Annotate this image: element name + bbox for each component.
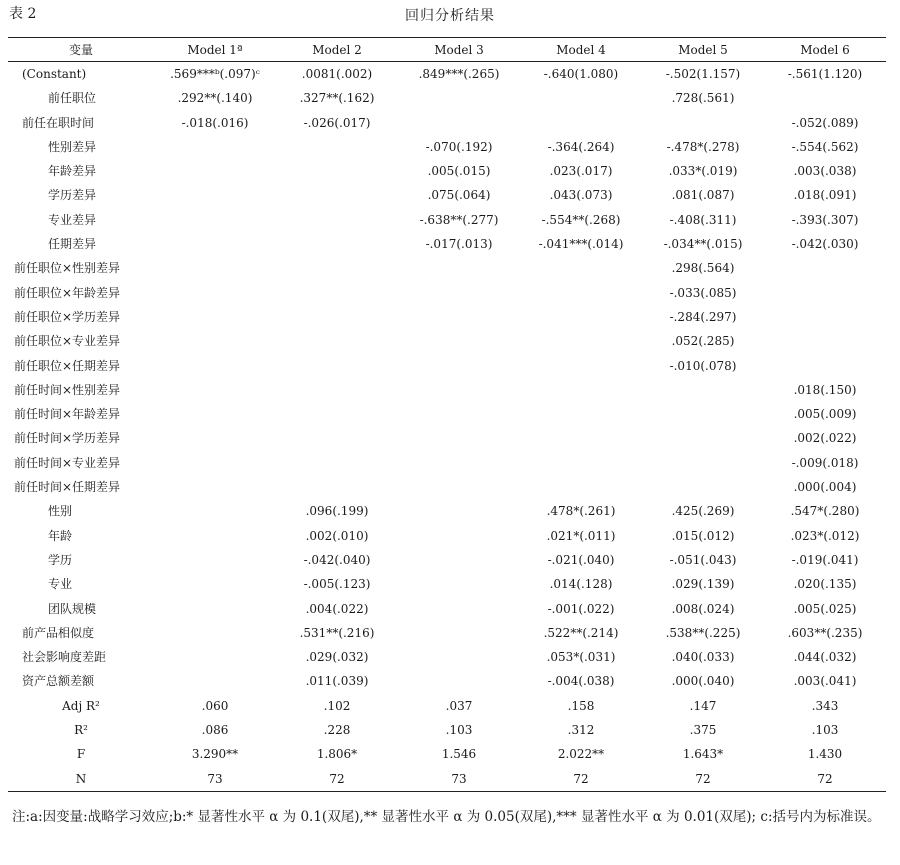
cell-model-2 xyxy=(276,281,398,305)
table-row xyxy=(8,767,886,792)
cell-model-3: .037 xyxy=(445,698,473,713)
cell-model-4 xyxy=(520,475,642,499)
cell-model-5: 72 xyxy=(695,771,711,786)
table-row xyxy=(8,256,886,280)
cell-model-2 xyxy=(276,159,398,183)
row-variable: R² xyxy=(74,723,88,738)
header-model-2: Model 2 xyxy=(312,42,362,57)
cell-model-5: .052(.285) xyxy=(671,334,735,349)
cell-model-4: -.364(.264) xyxy=(547,139,615,154)
cell-model-1 xyxy=(154,183,276,207)
row-variable: 团队规模 xyxy=(48,601,97,616)
cell-model-4: -.554**(.268) xyxy=(541,212,621,227)
cell-model-3 xyxy=(398,621,520,645)
row-variable: Adj R² xyxy=(62,698,100,713)
cell-model-6 xyxy=(764,329,886,353)
cell-model-6: .005(.009) xyxy=(793,407,857,422)
table-row xyxy=(8,694,886,718)
cell-model-6: .044(.032) xyxy=(793,650,857,665)
table-note: 注:a:因变量:战略学习效应;b:* 显著性水平 α 为 0.1(双尾),** 显著性水平 α 为 0.05(双尾),*** 显著性水平 α 为 0.01(双尾); c:括号内为标准误。 xyxy=(12,809,881,825)
header-model-5: Model 5 xyxy=(678,42,728,57)
cell-model-3 xyxy=(398,402,520,426)
cell-model-6: .005(.025) xyxy=(793,601,857,616)
cell-model-6: -.042(.030) xyxy=(791,237,859,252)
row-variable: 前任职位×性别差异 xyxy=(14,261,121,276)
cell-model-4: .014(.128) xyxy=(549,577,613,592)
row-variable: 前任时间×性别差异 xyxy=(14,382,121,397)
cell-model-4: .158 xyxy=(567,698,595,713)
cell-model-2: .228 xyxy=(323,723,351,738)
cell-model-5: -.010(.078) xyxy=(669,358,737,373)
cell-model-2: 72 xyxy=(329,771,345,786)
cell-model-3 xyxy=(398,281,520,305)
table-row xyxy=(8,62,886,87)
cell-model-3 xyxy=(398,475,520,499)
cell-model-2 xyxy=(276,135,398,159)
cell-model-1 xyxy=(154,354,276,378)
cell-model-4: .021*(.011) xyxy=(546,528,616,543)
cell-model-1 xyxy=(154,402,276,426)
table-row xyxy=(8,548,886,572)
cell-model-2: -.026(.017) xyxy=(303,115,371,130)
cell-model-2 xyxy=(276,354,398,378)
row-variable: 年龄 xyxy=(48,528,73,543)
row-variable: 前产品相似度 xyxy=(22,625,95,640)
row-variable: 性别差异 xyxy=(48,139,97,154)
row-variable: (Constant) xyxy=(22,67,87,81)
cell-model-4: 2.022** xyxy=(557,747,605,762)
cell-model-3 xyxy=(398,499,520,523)
cell-model-2 xyxy=(276,451,398,475)
row-variable: 学历 xyxy=(48,552,73,567)
cell-model-4: .053*(.031) xyxy=(546,650,616,665)
cell-model-1 xyxy=(154,281,276,305)
cell-model-3: -.638**(.277) xyxy=(419,212,499,227)
cell-model-6: .003(.038) xyxy=(793,164,857,179)
cell-model-4 xyxy=(520,111,642,135)
cell-model-2: 1.806* xyxy=(316,747,358,762)
cell-model-6 xyxy=(764,354,886,378)
cell-model-6: .018(.091) xyxy=(793,188,857,203)
cell-model-4 xyxy=(520,256,642,280)
cell-model-1: 73 xyxy=(207,771,223,786)
cell-model-4: .478*(.261) xyxy=(546,504,616,519)
cell-model-4 xyxy=(520,329,642,353)
cell-model-6: -.554(.562) xyxy=(791,139,859,154)
cell-model-5: -.502(1.157) xyxy=(665,67,741,81)
cell-model-5: -.051(.043) xyxy=(669,552,737,567)
cell-model-2: .029(.032) xyxy=(305,650,369,665)
header-row xyxy=(8,38,886,62)
cell-model-4: -.640(1.080) xyxy=(543,67,619,81)
cell-model-6: -.561(1.120) xyxy=(787,67,863,81)
cell-model-5: -.033(.085) xyxy=(669,285,737,300)
cell-model-6 xyxy=(764,86,886,110)
cell-model-3 xyxy=(398,86,520,110)
cell-model-6: .547*(.280) xyxy=(790,504,860,519)
table-row xyxy=(8,451,886,475)
cell-model-4 xyxy=(520,402,642,426)
cell-model-1 xyxy=(154,378,276,402)
row-variable: 学历差异 xyxy=(48,188,97,203)
row-variable: 前任时间×专业差异 xyxy=(14,455,121,470)
cell-model-6: -.393(.307) xyxy=(791,212,859,227)
cell-model-1 xyxy=(154,621,276,645)
cell-model-6: -.052(.089) xyxy=(791,115,859,130)
cell-model-1 xyxy=(154,426,276,450)
cell-model-6: .020(.135) xyxy=(793,577,857,592)
table-row xyxy=(8,621,886,645)
cell-model-2: .327**(.162) xyxy=(299,91,375,106)
cell-model-4 xyxy=(520,426,642,450)
cell-model-5 xyxy=(642,402,764,426)
cell-model-1: -.018(.016) xyxy=(181,115,249,130)
cell-model-5 xyxy=(642,111,764,135)
cell-model-3: -.070(.192) xyxy=(425,139,493,154)
cell-model-3 xyxy=(398,111,520,135)
cell-model-4: .043(.073) xyxy=(549,188,613,203)
row-variable: N xyxy=(75,771,87,786)
cell-model-3: -.017(.013) xyxy=(425,237,493,252)
row-variable: 社会影响度差距 xyxy=(22,650,107,665)
cell-model-6 xyxy=(764,256,886,280)
table-row xyxy=(8,524,886,548)
cell-model-5: .015(.012) xyxy=(671,528,735,543)
row-variable: 前任职位×年龄差异 xyxy=(14,285,121,300)
cell-model-6: .003(.041) xyxy=(793,674,857,689)
cell-model-5: -.478*(.278) xyxy=(666,139,740,154)
cell-model-5: .008(.024) xyxy=(671,601,735,616)
row-variable: 前任在职时间 xyxy=(22,115,95,130)
cell-model-5: .040(.033) xyxy=(671,650,735,665)
header-model-4: Model 4 xyxy=(556,42,606,57)
cell-model-2: .004(.022) xyxy=(305,601,369,616)
cell-model-1: .292**(.140) xyxy=(177,91,253,106)
row-variable: 前任时间×任期差异 xyxy=(14,480,121,495)
table-row xyxy=(8,402,886,426)
table-body xyxy=(8,62,886,792)
table-row xyxy=(8,742,886,766)
cell-model-3: 1.546 xyxy=(441,747,477,762)
table-row xyxy=(8,426,886,450)
row-variable: 前任时间×年龄差异 xyxy=(14,407,121,422)
cell-model-1 xyxy=(154,159,276,183)
cell-model-4: -.004(.038) xyxy=(547,674,615,689)
cell-model-1 xyxy=(154,524,276,548)
cell-model-1: 3.290** xyxy=(191,747,239,762)
cell-model-5 xyxy=(642,378,764,402)
cell-model-3 xyxy=(398,305,520,329)
cell-model-6: .603**(.235) xyxy=(787,625,863,640)
cell-model-5: .728(.561) xyxy=(671,91,735,106)
cell-model-2: .102 xyxy=(323,698,351,713)
cell-model-6 xyxy=(764,281,886,305)
cell-model-6: .103 xyxy=(811,723,839,738)
header-model-3: Model 3 xyxy=(434,42,484,57)
cell-model-2: -.042(.040) xyxy=(303,552,371,567)
table-row xyxy=(8,354,886,378)
cell-model-3 xyxy=(398,597,520,621)
cell-model-5: -.408(.311) xyxy=(669,212,737,227)
cell-model-5 xyxy=(642,475,764,499)
table-row xyxy=(8,597,886,621)
cell-model-2: .011(.039) xyxy=(305,674,369,689)
cell-model-3 xyxy=(398,354,520,378)
cell-model-1 xyxy=(154,572,276,596)
cell-model-6: .002(.022) xyxy=(793,431,857,446)
cell-model-2 xyxy=(276,475,398,499)
cell-model-3: .075(.064) xyxy=(427,188,491,203)
cell-model-1 xyxy=(154,135,276,159)
table-row xyxy=(8,669,886,693)
cell-model-1 xyxy=(154,232,276,256)
row-variable: 任期差异 xyxy=(48,237,97,252)
row-variable: 前任职位×专业差异 xyxy=(14,334,121,349)
cell-model-2 xyxy=(276,183,398,207)
row-variable: 前任职位 xyxy=(48,91,97,106)
cell-model-3 xyxy=(398,548,520,572)
cell-model-4 xyxy=(520,354,642,378)
cell-model-2 xyxy=(276,256,398,280)
cell-model-4 xyxy=(520,451,642,475)
cell-model-6: .343 xyxy=(811,698,839,713)
cell-model-2 xyxy=(276,305,398,329)
cell-model-5: .000(.040) xyxy=(671,674,735,689)
cell-model-4: -.041***(.014) xyxy=(538,237,624,252)
cell-model-1 xyxy=(154,548,276,572)
cell-model-3: .849***(.265) xyxy=(418,67,500,81)
cell-model-1 xyxy=(154,669,276,693)
cell-model-5: -.034**(.015) xyxy=(663,237,743,252)
cell-model-5: .081(.087) xyxy=(671,188,735,203)
table-title: 回归分析结果 xyxy=(405,8,495,24)
cell-model-2: .531**(.216) xyxy=(299,625,375,640)
cell-model-5: 1.643* xyxy=(682,747,724,762)
cell-model-2: .0081(.002) xyxy=(301,67,373,81)
cell-model-6 xyxy=(764,305,886,329)
cell-model-2: .096(.199) xyxy=(305,504,369,519)
cell-model-3 xyxy=(398,572,520,596)
cell-model-2 xyxy=(276,208,398,232)
row-variable: F xyxy=(76,747,86,762)
table-row xyxy=(8,183,886,207)
row-variable: 资产总额差额 xyxy=(22,674,95,689)
cell-model-1 xyxy=(154,256,276,280)
table-row xyxy=(8,208,886,232)
cell-model-1 xyxy=(154,208,276,232)
cell-model-1 xyxy=(154,451,276,475)
row-variable: 专业 xyxy=(48,577,73,592)
cell-model-6: .023*(.012) xyxy=(790,528,860,543)
cell-model-3 xyxy=(398,645,520,669)
cell-model-1 xyxy=(154,475,276,499)
cell-model-4: .023(.017) xyxy=(549,164,613,179)
cell-model-4 xyxy=(520,281,642,305)
cell-model-1 xyxy=(154,329,276,353)
row-variable: 年龄差异 xyxy=(48,164,97,179)
cell-model-1: .086 xyxy=(201,723,229,738)
cell-model-3 xyxy=(398,669,520,693)
table-row xyxy=(8,499,886,523)
cell-model-6: -.009(.018) xyxy=(791,455,859,470)
table-row xyxy=(8,86,886,110)
cell-model-3 xyxy=(398,256,520,280)
cell-model-4: 72 xyxy=(573,771,589,786)
table-row xyxy=(8,281,886,305)
cell-model-5: .298(.564) xyxy=(671,261,735,276)
row-variable: 前任职位×学历差异 xyxy=(14,309,121,324)
row-variable: 性别 xyxy=(48,504,73,519)
cell-model-2 xyxy=(276,378,398,402)
cell-model-6: 72 xyxy=(817,771,833,786)
header-model-1: Model 1ª xyxy=(187,42,243,57)
cell-model-5 xyxy=(642,451,764,475)
row-variable: 专业差异 xyxy=(48,212,97,227)
cell-model-3: .103 xyxy=(445,723,473,738)
table-row xyxy=(8,329,886,353)
cell-model-6: 1.430 xyxy=(807,747,843,762)
table-row xyxy=(8,305,886,329)
table-row xyxy=(8,378,886,402)
table-row xyxy=(8,475,886,499)
table-row xyxy=(8,572,886,596)
cell-model-1 xyxy=(154,597,276,621)
table-row xyxy=(8,135,886,159)
cell-model-4: -.001(.022) xyxy=(547,601,615,616)
cell-model-1 xyxy=(154,499,276,523)
cell-model-4 xyxy=(520,86,642,110)
cell-model-3 xyxy=(398,524,520,548)
cell-model-1 xyxy=(154,645,276,669)
cell-model-6: .000(.004) xyxy=(793,480,857,495)
row-variable: 前任时间×学历差异 xyxy=(14,431,121,446)
cell-model-2 xyxy=(276,329,398,353)
cell-model-5: .029(.139) xyxy=(671,577,735,592)
cell-model-6: .018(.150) xyxy=(793,382,857,397)
cell-model-3: 73 xyxy=(451,771,467,786)
header-model-6: Model 6 xyxy=(800,42,850,57)
cell-model-2 xyxy=(276,232,398,256)
cell-model-1: .569***ᵇ(.097)ᶜ xyxy=(170,67,260,81)
cell-model-1: .060 xyxy=(201,698,229,713)
cell-model-4: -.021(.040) xyxy=(547,552,615,567)
cell-model-1 xyxy=(154,305,276,329)
cell-model-5: -.284(.297) xyxy=(669,309,737,324)
cell-model-5: .425(.269) xyxy=(671,504,735,519)
cell-model-5: .033*(.019) xyxy=(668,164,738,179)
cell-model-4 xyxy=(520,378,642,402)
cell-model-2 xyxy=(276,426,398,450)
cell-model-5: .538**(.225) xyxy=(665,625,741,640)
regression-table xyxy=(8,37,886,792)
cell-model-5: .147 xyxy=(689,698,717,713)
header-variable: 变量 xyxy=(68,43,93,57)
cell-model-3 xyxy=(398,451,520,475)
row-variable: 前任职位×任期差异 xyxy=(14,358,121,373)
cell-model-2: .002(.010) xyxy=(305,528,369,543)
cell-model-3 xyxy=(398,329,520,353)
table-row xyxy=(8,718,886,742)
table-row xyxy=(8,232,886,256)
cell-model-3: .005(.015) xyxy=(427,164,491,179)
table-label: 表 2 xyxy=(9,6,37,22)
cell-model-5 xyxy=(642,426,764,450)
cell-model-4: .312 xyxy=(567,723,595,738)
table-row xyxy=(8,159,886,183)
table-row xyxy=(8,111,886,135)
cell-model-6: -.019(.041) xyxy=(791,552,859,567)
cell-model-2: -.005(.123) xyxy=(303,577,371,592)
cell-model-2 xyxy=(276,402,398,426)
cell-model-3 xyxy=(398,426,520,450)
cell-model-4: .522**(.214) xyxy=(543,625,619,640)
cell-model-5: .375 xyxy=(689,723,717,738)
cell-model-4 xyxy=(520,305,642,329)
cell-model-3 xyxy=(398,378,520,402)
table-row xyxy=(8,645,886,669)
